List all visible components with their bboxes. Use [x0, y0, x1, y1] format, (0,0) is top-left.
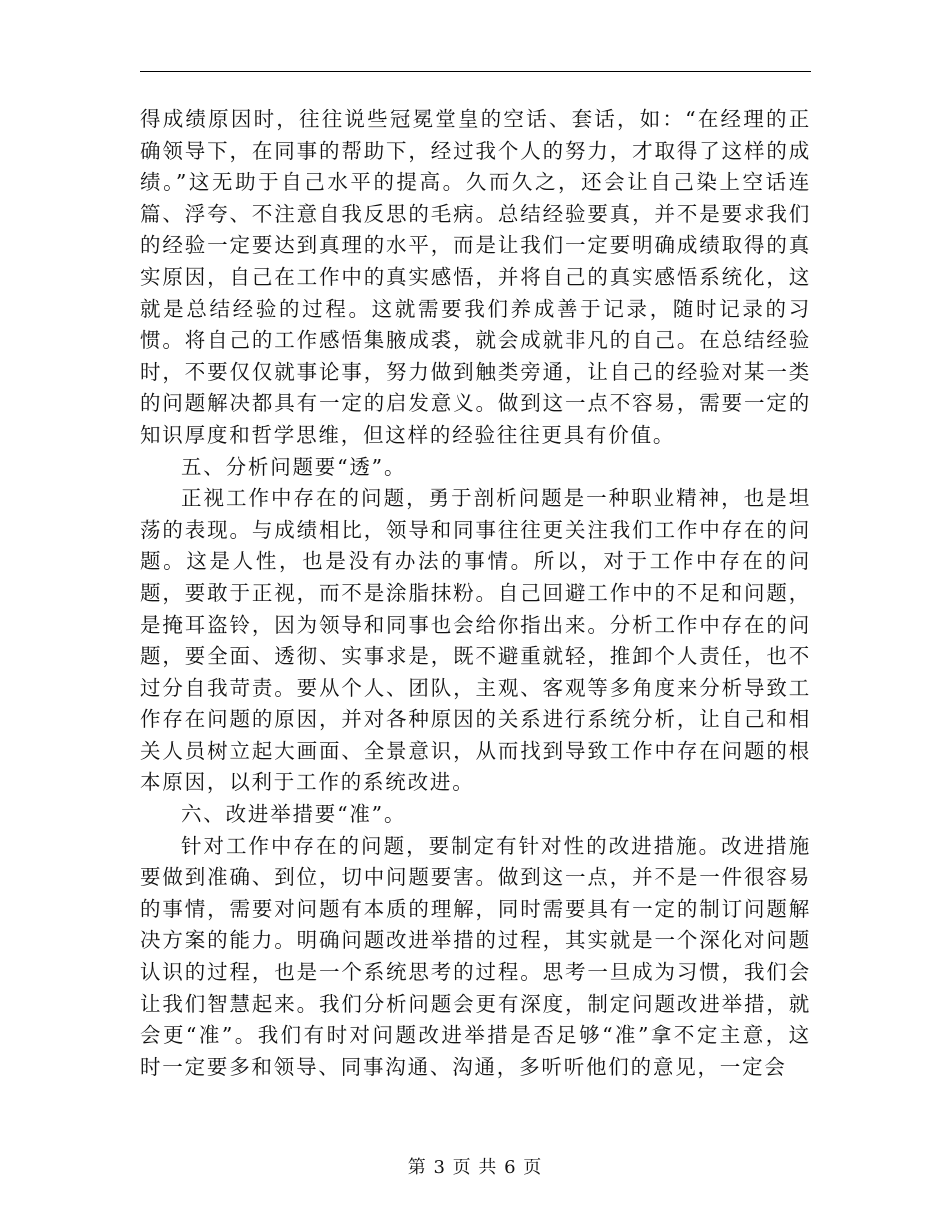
page-number-footer: 第 3 页 共 6 页 — [407, 1157, 543, 1178]
section-heading-6: 六、改进举措要“准”。 — [181, 802, 407, 827]
paragraph-continuation: 得成绩原因时，往往说些冠冕堂皇的空话、套话，如：“在经理的正确领导下，在同事的帮助下，经过我个人的努力，才取得了这样的成绩。”这无助于自己水平的提高。久而久之，还会让自己染上空话连篇、浮夸、不注意自我反思的毛病。总结经验要真，并不是要求我们的经验一定要达到真理的水平，而是让我们一定要明确成绩取得的真实原因，自己在工作中的真实感悟，并将自己的真实感悟系统化，这就是总结经验的过程。这就需要我们养成善于记录，随时记录的习惯。将自己的工作感悟集腋成裘，就会成就非凡的自己。在总结经验时，不要仅仅就事论事，努力做到触类旁通，让自己的经验对某一类的问题解决都具有一定的启发意义。做到这一点不容易，需要一定的知识厚度和哲学思维，但这样的经验往往更具有价值。 — [140, 107, 811, 447]
header-rule — [140, 71, 811, 72]
section-heading-5: 五、分析问题要“透”。 — [181, 454, 407, 479]
paragraph-improvement: 针对工作中存在的问题，要制定有针对性的改进措施。改进措施要做到准确、到位，切中问题要害。做到这一点，并不是一件很容易的事情，需要对问题有本质的理解，同时需要具有一定的制订问题解决方案的能力。明确问题改进举措的过程，其实就是一个深化对问题认识的过程，也是一个系统思考的过程。思考一旦成为习惯，我们会让我们智慧起来。我们分析问题会更有深度，制定问题改进举措，就会更“准”。我们有时对问题改进举措是否足够“准”拿不定主意，这时一定要多和领导、同事沟通、沟通，多听听他们的意见，一定会 — [140, 833, 811, 1079]
document-body — [140, 104, 811, 1083]
paragraph-analysis: 正视工作中存在的问题，勇于剖析问题是一种职业精神，也是坦荡的表现。与成绩相比，领导和同事往往更关注我们工作中存在的问题。这是人性，也是没有办法的事情。所以，对于工作中存在的问题，要敢于正视，而不是涂脂抹粉。自己回避工作中的不足和问题，是掩耳盗铃，因为领导和同事也会给你指出来。分析工作中存在的问题，要全面、透彻、实事求是，既不避重就轻，推卸个人责任，也不过分自我苛责。要从个人、团队，主观、客观等多角度来分析导致工作存在问题的原因，并对各种原因的关系进行系统分析，让自己和相关人员树立起大画面、全景意识，从而找到导致工作中存在问题的根本原因，以利于工作的系统改进。 — [140, 486, 811, 795]
